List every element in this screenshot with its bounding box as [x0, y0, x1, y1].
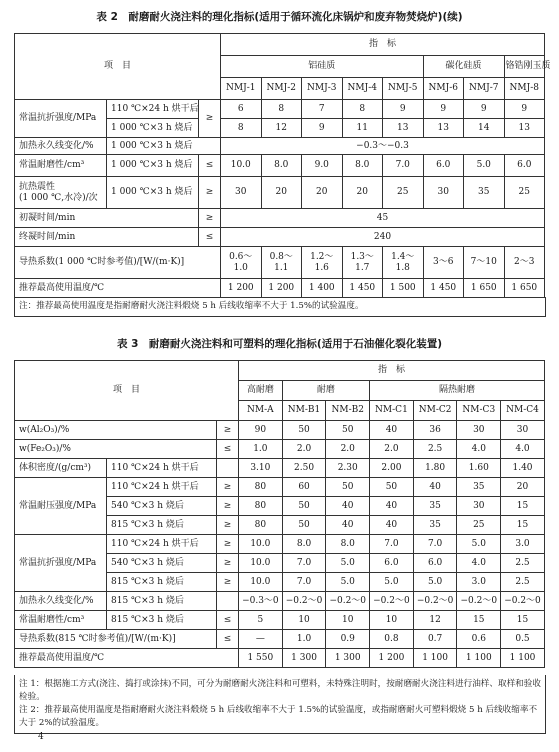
row-label: 常温耐磨性/cm³ [15, 155, 107, 177]
cell: 0.6 [457, 630, 501, 649]
cell: 7.0 [370, 535, 414, 554]
cell-line: 1.2～ [310, 251, 334, 262]
cell: 8 [221, 119, 262, 138]
table3-group: 耐磨 [282, 381, 369, 401]
row-label: w(Al₂O₃)/% [15, 421, 217, 440]
cell: 4.0 [501, 440, 545, 459]
cell: 25 [457, 516, 501, 535]
cell: 7.0 [282, 554, 326, 573]
table3-code: NM-A [239, 401, 283, 421]
note-text: 注 2：推荐最高使用温度是指耐磨耐火浇注料煅烧 5 h 后线收缩率不大于 1.5%的试验温度，或指耐磨耐火可塑料煅烧 5 h 后线收缩率不大于 2%的试验温度。 [19, 705, 538, 728]
row-sign: ≤ [217, 440, 239, 459]
table2-code: NMJ-1 [221, 78, 262, 100]
cell: 1 300 [326, 649, 370, 668]
row-label-line: (1 000 ℃,水冷)/次 [19, 192, 98, 203]
cell: −0.2～0 [282, 592, 326, 611]
row-label: 常温耐磨性/cm³ [15, 611, 107, 630]
cell: 10.0 [221, 155, 262, 177]
table2-code: NMJ-6 [423, 78, 464, 100]
cell: 1 450 [342, 279, 383, 298]
cell-line: 0.8～ [269, 251, 293, 262]
cell: 20 [501, 478, 545, 497]
row-label: 常温抗折强度/MPa [15, 100, 107, 138]
cell: 50 [282, 497, 326, 516]
cell: 1 450 [423, 279, 464, 298]
cell: 20 [261, 177, 302, 209]
cell: 40 [370, 497, 414, 516]
cell: 36 [413, 421, 457, 440]
table2-group: 铬锆刚玉质 [504, 56, 545, 78]
cell-line: 1.3～ [350, 251, 374, 262]
cell: 13 [383, 119, 424, 138]
cell: 9 [302, 119, 343, 138]
cell: 15 [457, 611, 501, 630]
cell: −0.3～0 [239, 592, 283, 611]
cell-line: 0.6～ [229, 251, 253, 262]
cell [261, 247, 302, 279]
cell: 50 [282, 421, 326, 440]
row-sign: ≥ [217, 554, 239, 573]
row-sign: ≥ [217, 478, 239, 497]
cell: −0.2～0 [457, 592, 501, 611]
cell [302, 247, 343, 279]
table3-code: NM-C1 [370, 401, 414, 421]
cell: 8 [261, 100, 302, 119]
row-label: 导热系数(1 000 ℃时参考值)/[W/(m·K)] [15, 247, 221, 279]
cell: 30 [457, 421, 501, 440]
page-number: 4 [38, 732, 44, 742]
cell: −0.3～−0.3 [221, 138, 545, 155]
cell: 13 [504, 119, 545, 138]
cell: 8 [342, 100, 383, 119]
cell: 50 [326, 478, 370, 497]
cell: 20 [302, 177, 343, 209]
cell: 5.0 [413, 573, 457, 592]
cell: 7.0 [413, 535, 457, 554]
cell-line: 1.1 [274, 262, 289, 273]
cell: 3～6 [423, 247, 464, 279]
cell [342, 247, 383, 279]
row-label: 推荐最高使用温度/℃ [15, 279, 221, 298]
cell: 30 [501, 421, 545, 440]
cell: 5.0 [457, 535, 501, 554]
cell: 2～3 [504, 247, 545, 279]
row-label: 初凝时间/min [15, 209, 199, 228]
row-condition: 110 ℃×24 h 烘干后 [107, 535, 217, 554]
row-condition: 1 000 ℃×3 h 烧后 [107, 155, 199, 177]
cell: 6.0 [370, 554, 414, 573]
row-sign [217, 592, 239, 611]
table3 [14, 360, 545, 668]
cell: 60 [282, 478, 326, 497]
cell: 35 [464, 177, 505, 209]
cell: 1.80 [413, 459, 457, 478]
cell [383, 247, 424, 279]
cell-line: 1.4～ [391, 251, 415, 262]
cell: 6 [221, 100, 262, 119]
cell: 1 500 [383, 279, 424, 298]
row-label: 常温耐压强度/MPa [15, 478, 107, 535]
cell: 1 100 [413, 649, 457, 668]
cell: 9.0 [302, 155, 343, 177]
cell: 1.0 [282, 630, 326, 649]
cell: 0.5 [501, 630, 545, 649]
cell: 0.7 [413, 630, 457, 649]
cell: 50 [326, 421, 370, 440]
cell: 1.40 [501, 459, 545, 478]
table3-code: NM-C2 [413, 401, 457, 421]
cell: 7.0 [383, 155, 424, 177]
cell: 30 [221, 177, 262, 209]
cell-line: 1.0 [233, 262, 248, 273]
cell: 50 [370, 478, 414, 497]
cell: 7.0 [282, 573, 326, 592]
cell: 5.0 [326, 573, 370, 592]
cell: 240 [221, 228, 545, 247]
cell: 1 300 [282, 649, 326, 668]
row-sign: ≥ [217, 497, 239, 516]
row-label: 终凝时间/min [15, 228, 199, 247]
cell: 35 [413, 497, 457, 516]
cell: 6.0 [423, 155, 464, 177]
row-condition: 540 ℃×3 h 烧后 [107, 554, 217, 573]
row-condition: 1 000 ℃×3 h 烧后 [107, 138, 221, 155]
row-label: 推荐最高使用温度/℃ [15, 649, 239, 668]
table2-note [14, 297, 546, 317]
table2-group: 碳化硅质 [423, 56, 504, 78]
cell: 35 [413, 516, 457, 535]
cell: 5.0 [326, 554, 370, 573]
row-label: 加热永久线变化/% [15, 138, 107, 155]
cell: 8.0 [342, 155, 383, 177]
cell: 14 [464, 119, 505, 138]
cell: 5.0 [370, 573, 414, 592]
row-sign: ≥ [217, 516, 239, 535]
cell: 1 200 [221, 279, 262, 298]
cell: 1 200 [261, 279, 302, 298]
cell: 40 [326, 497, 370, 516]
cell: −0.2～0 [370, 592, 414, 611]
cell: 1 650 [464, 279, 505, 298]
row-condition: 1 000 ℃×3 h 烧后 [107, 177, 199, 209]
cell: 9 [383, 100, 424, 119]
row-sign: ≥ [217, 535, 239, 554]
cell: 1 100 [457, 649, 501, 668]
cell: 8.0 [282, 535, 326, 554]
note-text: 注：推荐最高使用温度是指耐磨耐火浇注料煅烧 5 h 后线收缩率不大于 1.5%的试验温度。 [19, 301, 364, 311]
cell: 15 [501, 516, 545, 535]
row-sign: ≥ [217, 421, 239, 440]
cell: 9 [464, 100, 505, 119]
cell: 1 200 [370, 649, 414, 668]
table2-code: NMJ-7 [464, 78, 505, 100]
cell: 20 [342, 177, 383, 209]
cell: 30 [457, 497, 501, 516]
cell: 15 [501, 611, 545, 630]
table2-code: NMJ-5 [383, 78, 424, 100]
table3-notes [14, 675, 546, 734]
note-text: 注 1：根据施工方式(浇注、捣打或涂抹)不同，可分为耐磨耐火浇注料和可塑料，未特殊注明时，按耐磨耐火浇注料进行油样、取样和验收检验。 [19, 679, 541, 702]
cell-line: 1.6 [314, 262, 329, 273]
cell: 1 100 [501, 649, 545, 668]
table2-code: NMJ-8 [504, 78, 545, 100]
table3-code: NM-C3 [457, 401, 501, 421]
cell: 4.0 [457, 554, 501, 573]
cell: 30 [423, 177, 464, 209]
cell: — [239, 630, 283, 649]
cell: 10.0 [239, 554, 283, 573]
cell: 6.0 [504, 155, 545, 177]
cell [221, 247, 262, 279]
cell: 10 [326, 611, 370, 630]
table2-project-header: 项 目 [15, 34, 221, 100]
row-label [15, 177, 107, 209]
table3-code: NM-B1 [282, 401, 326, 421]
cell: 2.30 [326, 459, 370, 478]
cell: 0.8 [370, 630, 414, 649]
row-label: w(Fe₂O₃)/% [15, 440, 217, 459]
cell: 1.60 [457, 459, 501, 478]
cell: 80 [239, 478, 283, 497]
row-condition: 110 ℃×24 h 烘干后 [107, 100, 199, 119]
table2-code: NMJ-2 [261, 78, 302, 100]
table2-group: 铝硅质 [221, 56, 424, 78]
cell: 40 [370, 516, 414, 535]
cell: 9 [504, 100, 545, 119]
cell: 2.5 [501, 573, 545, 592]
row-label-line: 抗热震性 [19, 181, 56, 192]
cell: 7～10 [464, 247, 505, 279]
row-label: 导热系数(815 ℃时参考值)/[W/(m·K)] [15, 630, 217, 649]
cell: 80 [239, 497, 283, 516]
cell: 11 [342, 119, 383, 138]
table2 [14, 33, 551, 298]
row-sign: ≤ [199, 155, 221, 177]
row-condition: 815 ℃×3 h 烧后 [107, 592, 217, 611]
cell: −0.2～0 [413, 592, 457, 611]
row-condition: 815 ℃×3 h 烧后 [107, 611, 217, 630]
cell-line: 1.7 [355, 262, 370, 273]
row-condition: 815 ℃×3 h 烧后 [107, 573, 217, 592]
cell: 3.0 [501, 535, 545, 554]
cell: 7 [302, 100, 343, 119]
row-sign: ≥ [199, 209, 221, 228]
table2-code: NMJ-4 [342, 78, 383, 100]
cell-line: 1.8 [395, 262, 410, 273]
row-sign: ≤ [217, 630, 239, 649]
cell: 2.00 [370, 459, 414, 478]
cell: 50 [282, 516, 326, 535]
cell: 10 [282, 611, 326, 630]
cell: 8.0 [261, 155, 302, 177]
table2-code: NMJ-3 [302, 78, 343, 100]
cell: 40 [370, 421, 414, 440]
row-sign: ≥ [199, 177, 221, 209]
cell: 12 [261, 119, 302, 138]
cell: 1 550 [239, 649, 283, 668]
row-condition: 540 ℃×3 h 烧后 [107, 497, 217, 516]
cell: 10.0 [239, 573, 283, 592]
row-condition: 1 000 ℃×3 h 烧后 [107, 119, 199, 138]
row-sign [217, 459, 239, 478]
table3-group: 隔热耐磨 [370, 381, 545, 401]
cell: 3.0 [457, 573, 501, 592]
cell: 12 [413, 611, 457, 630]
cell: 80 [239, 516, 283, 535]
cell: 2.0 [326, 440, 370, 459]
cell: 45 [221, 209, 545, 228]
cell: 5.0 [464, 155, 505, 177]
cell: 2.5 [501, 554, 545, 573]
cell: 25 [504, 177, 545, 209]
cell: 2.50 [282, 459, 326, 478]
cell: 10.0 [239, 535, 283, 554]
cell: 15 [501, 497, 545, 516]
row-label: 加热永久线变化/% [15, 592, 107, 611]
cell: 8.0 [326, 535, 370, 554]
row-condition: 110 ℃×24 h 烘干后 [107, 478, 217, 497]
table3-indicator-header: 指 标 [239, 361, 545, 381]
row-label: 常温抗折强度/MPa [15, 535, 107, 592]
cell: 40 [326, 516, 370, 535]
table3-group: 高耐磨 [239, 381, 283, 401]
cell: 1 650 [504, 279, 545, 298]
cell: −0.2～0 [501, 592, 545, 611]
cell: 25 [383, 177, 424, 209]
row-sign: ≥ [199, 100, 221, 138]
row-sign: ≤ [217, 611, 239, 630]
cell: 1.0 [239, 440, 283, 459]
table3-code: NM-C4 [501, 401, 545, 421]
row-condition: 815 ℃×3 h 烧后 [107, 516, 217, 535]
table2-indicator-header: 指 标 [221, 34, 545, 56]
table2-caption: 表 2 耐磨耐火浇注料的理化指标(适用于循环流化床锅炉和废弃物焚烧炉)(续) [96, 11, 463, 23]
cell: 40 [413, 478, 457, 497]
cell: 5 [239, 611, 283, 630]
row-sign: ≤ [199, 228, 221, 247]
cell: 2.0 [282, 440, 326, 459]
row-sign: ≥ [217, 573, 239, 592]
cell: 10 [370, 611, 414, 630]
table3-code: NM-B2 [326, 401, 370, 421]
row-label: 体积密度/(g/cm³) [15, 459, 107, 478]
cell: 4.0 [457, 440, 501, 459]
cell: 3.10 [239, 459, 283, 478]
cell: 6.0 [413, 554, 457, 573]
cell: 90 [239, 421, 283, 440]
cell: 13 [423, 119, 464, 138]
cell: 0.9 [326, 630, 370, 649]
table3-caption: 表 3 耐磨耐火浇注料和可塑料的理化指标(适用于石油催化裂化装置) [116, 338, 443, 350]
cell: −0.2～0 [326, 592, 370, 611]
cell: 1 400 [302, 279, 343, 298]
table3-project-header: 项 目 [15, 361, 239, 421]
cell: 9 [423, 100, 464, 119]
cell: 2.0 [370, 440, 414, 459]
cell: 35 [457, 478, 501, 497]
cell: 2.5 [413, 440, 457, 459]
row-condition: 110 ℃×24 h 烘干后 [107, 459, 217, 478]
